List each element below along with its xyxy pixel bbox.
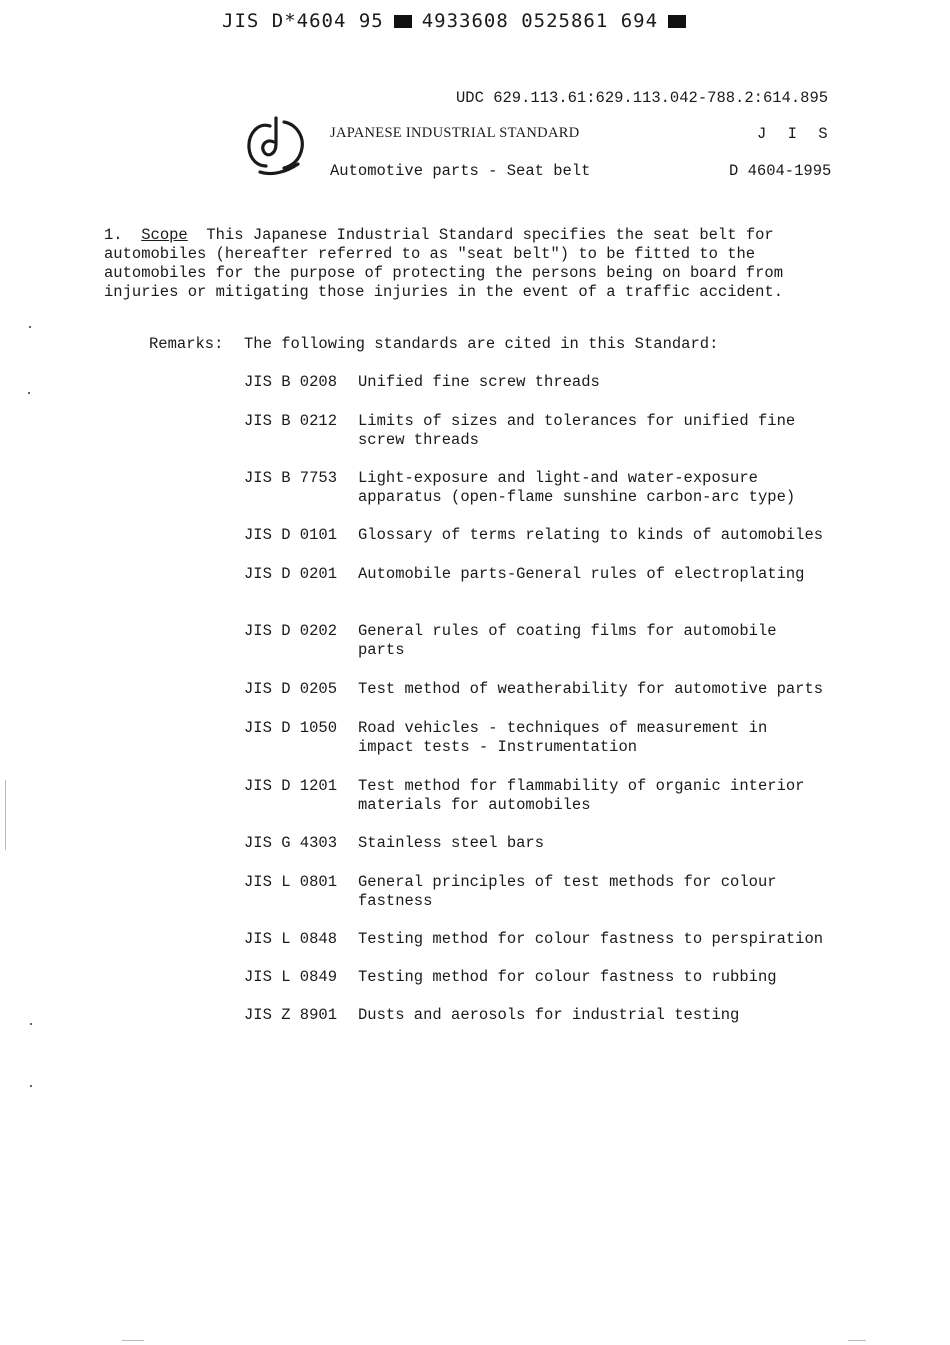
reference-title: Test method of weatherability for automotive parts <box>358 680 824 698</box>
document-title: Automotive parts - Seat belt <box>330 162 591 180</box>
scan-speck <box>28 392 30 394</box>
reference-code: JIS D 0202 <box>244 622 338 640</box>
reference-code: JIS L 0849 <box>244 968 338 986</box>
scope-number: 1. <box>104 226 123 244</box>
scope-heading: Scope <box>141 226 188 244</box>
reference-code: JIS L 0801 <box>244 873 338 891</box>
reference-title: Automobile parts-General rules of electroplating <box>358 565 805 583</box>
document-code-part-1: JIS D*4604 95 <box>222 10 384 32</box>
scope-line-1: This Japanese Industrial Standard specifies the seat belt for <box>206 226 774 244</box>
scope-line-4: injuries or mitigating those injuries in the event of a traffic accident. <box>104 283 784 301</box>
reference-title: Test method for flammability of organic interior materials for automobiles <box>358 777 805 814</box>
reference-title: General rules of coating films for automobile parts <box>358 622 777 659</box>
reference-title: Limits of sizes and tolerances for unified fine screw threads <box>358 412 796 449</box>
margin-mark <box>848 1340 866 1341</box>
reference-title: Road vehicles - techniques of measurement in impact tests - Instrumentation <box>358 719 768 756</box>
reference-title: Dusts and aerosols for industrial testing <box>358 1006 740 1024</box>
reference-title: Stainless steel bars <box>358 834 545 852</box>
reference-title: Unified fine screw threads <box>358 373 600 391</box>
reference-code: JIS B 0208 <box>244 373 338 391</box>
block-mark-icon <box>394 15 412 28</box>
scan-speck <box>30 1023 32 1025</box>
reference-code: JIS D 1201 <box>244 777 338 795</box>
reference-code: JIS G 4303 <box>244 834 338 852</box>
scope-line-3: automobiles for the purpose of protecting the persons being on board from <box>104 264 784 282</box>
scope-line-2: automobiles (hereafter referred to as "seat belt") to be fitted to the <box>104 245 756 263</box>
jis-mark: J I S <box>757 125 834 143</box>
reference-code: JIS D 0201 <box>244 565 338 583</box>
document-code-line <box>222 10 686 32</box>
document-number: D 4604-1995 <box>729 162 832 180</box>
reference-code: JIS D 0205 <box>244 680 338 698</box>
jis-logo-icon <box>246 114 308 180</box>
remarks-label: Remarks: <box>149 335 224 353</box>
margin-mark <box>5 780 6 850</box>
scope-section <box>104 226 824 302</box>
reference-title: General principles of test methods for colour fastness <box>358 873 777 910</box>
block-mark-icon <box>668 15 686 28</box>
udc-classification: UDC 629.113.61:629.113.042-788.2:614.895 <box>456 89 829 107</box>
reference-code: JIS D 1050 <box>244 719 338 737</box>
remarks-intro: The following standards are cited in this Standard: <box>244 335 719 353</box>
document-code-part-2: 4933608 0525861 694 <box>421 10 659 32</box>
reference-title: Testing method for colour fastness to rubbing <box>358 968 777 986</box>
scan-speck <box>29 326 31 328</box>
reference-title: Testing method for colour fastness to perspiration <box>358 930 824 948</box>
reference-code: JIS Z 8901 <box>244 1006 338 1024</box>
reference-title: Light-exposure and light-and water-exposure apparatus (open-flame sunshine carbon-arc type) <box>358 469 796 506</box>
scan-speck <box>30 1085 32 1087</box>
margin-mark <box>122 1340 144 1341</box>
reference-code: JIS B 0212 <box>244 412 338 430</box>
reference-title: Glossary of terms relating to kinds of automobiles <box>358 526 824 544</box>
standard-title: JAPANESE INDUSTRIAL STANDARD <box>330 125 580 141</box>
reference-code: JIS L 0848 <box>244 930 338 948</box>
reference-code: JIS D 0101 <box>244 526 338 544</box>
reference-code: JIS B 7753 <box>244 469 338 487</box>
